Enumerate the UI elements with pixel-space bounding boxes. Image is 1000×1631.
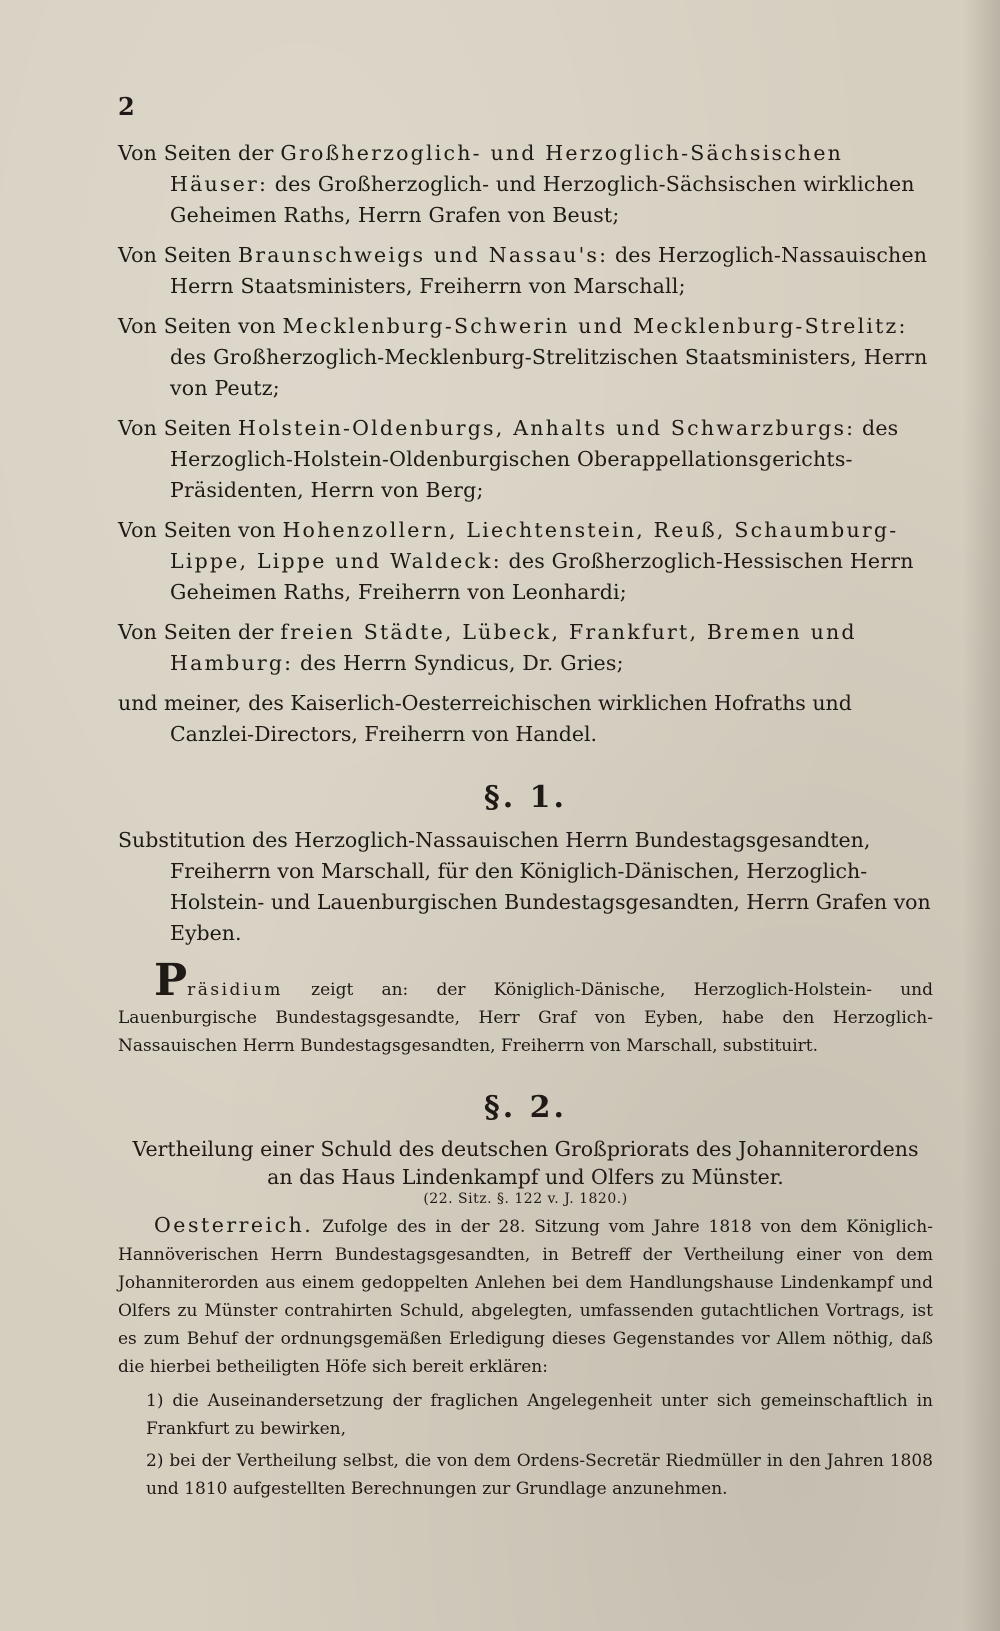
body-spaced-word: räsidium [187, 980, 283, 1000]
delegate-entry [118, 138, 933, 231]
entry-delegate: des Herrn Syndicus, Dr. Gries; [300, 651, 624, 675]
delegate-entry [118, 311, 933, 404]
body-text: Zufolge des in der 28. Sitzung vom Jahre 1818 von dem Königlich-Hannöverischen Herrn Bundestagsgesandten, in Betreff der Vertheilung einer von dem Johanniterorden aus einem gedoppelten Anlehen bei dem Handlungshause Lindenkampf und Olfers zu Münster contrahirten Schuld, abgelegten, umfassenden gutachtlichen Vortrags, ist es zum Behuf der ordnungsgemäßen Erledigung dieses Gegenstandes vor Allem nöthig, daß die hierbei betheiligten Höfe sich bereit erklären: [118, 1217, 933, 1377]
body-text: zeigt an: der Königlich-Dänische, Herzoglich-Holstein- und Lauenburgische Bundestagsgesandte, Herr Graf von Eyben, habe den Herzoglich-Nassauischen Herrn Bundestagsgesandten, Freiherrn von Marschall, substituirt. [118, 980, 933, 1056]
section-2-body [118, 1211, 933, 1381]
country-name: Oesterreich. [154, 1213, 314, 1237]
session-reference: (22. Sitz. §. 122 v. J. 1820.) [423, 1191, 628, 1207]
entry-delegate: des Großherzoglich-Hessischen Herrn Geheimen Raths, Freiherrn von Leonhardi; [170, 549, 914, 604]
entry-party: Holstein-Oldenburgs, Anhalts und Schwarzburgs: [238, 416, 856, 440]
section-1-subject: Substitution des Herzoglich-Nassauischen Herrn Bundestagsgesandten, Freiherrn von Marschall, für den Königlich-Dänischen, Herzoglich-Holstein- und Lauenburgischen Bundestagsgesandten, Herrn Grafen von Eyben. [118, 828, 931, 945]
section-2-subject-line-2: an das Haus Lindenkampf und Olfers zu Münster. [267, 1165, 784, 1189]
entry-party: Großherzoglich- und Herzoglich-Sächsischen Häuser: [170, 141, 844, 196]
closing-entry: und meiner, des Kaiserlich-Oesterreichischen wirklichen Hofraths und Canzlei-Directors, Freiherrn von Handel. [118, 691, 852, 746]
entry-delegate: des Herzoglich-Holstein-Oldenburgischen Oberappellationsgerichts-Präsidenten, Herrn von Berg; [170, 416, 899, 502]
section-1-heading: §. 1. [484, 780, 567, 815]
entry-party: freien Städte, Lübeck, Frankfurt, Bremen und Hamburg: [170, 620, 857, 675]
page-number: 2 [118, 92, 135, 121]
entry-lead: Von Seiten von [118, 518, 276, 542]
delegate-entry [118, 617, 933, 679]
entry-lead: Von Seiten [118, 243, 232, 267]
entry-delegate: des Herzoglich-Nassauischen Herrn Staatsministers, Freiherrn von Marschall; [170, 243, 928, 298]
entry-lead: Von Seiten [118, 416, 232, 440]
delegate-entry [118, 413, 933, 506]
page-content [118, 138, 933, 1503]
delegate-entry [118, 515, 933, 608]
entry-party: Mecklenburg-Schwerin und Mecklenburg-Strelitz: [282, 314, 908, 338]
section-1-body [118, 955, 933, 1060]
entry-party: Hohenzollern, Liechtenstein, Reuß, Schaumburg-Lippe, Lippe und Waldeck: [170, 518, 899, 573]
entry-lead: Von Seiten von [118, 314, 276, 338]
entry-delegate: des Großherzoglich-Mecklenburg-Strelitzischen Staatsministers, Herrn von Peutz; [170, 345, 928, 400]
list-item: 2) bei der Vertheilung selbst, die von dem Ordens-Secretär Riedmüller in den Jahren 1808 und 1810 aufgestellten Berechnungen zur Grundlage anzunehmen. [146, 1451, 933, 1499]
section-2-subject-line-1: Vertheilung einer Schuld des deutschen Großpriorats des Johanniterordens [132, 1137, 919, 1161]
delegate-entry [118, 240, 933, 302]
entry-party: Braunschweigs und Nassau's: [238, 243, 609, 267]
section-2-heading: §. 2. [484, 1090, 567, 1125]
entry-lead: Von Seiten der [118, 141, 274, 165]
drop-initial: P [154, 955, 188, 1006]
list-item: 1) die Auseinandersetzung der fraglichen Angelegenheit unter sich gemeinschaftlich in Frankfurt zu bewirken, [146, 1391, 933, 1439]
entry-delegate: des Großherzoglich- und Herzoglich-Sächsischen wirklichen Geheimen Raths, Herrn Grafen von Beust; [170, 172, 915, 227]
entry-lead: Von Seiten der [118, 620, 274, 644]
